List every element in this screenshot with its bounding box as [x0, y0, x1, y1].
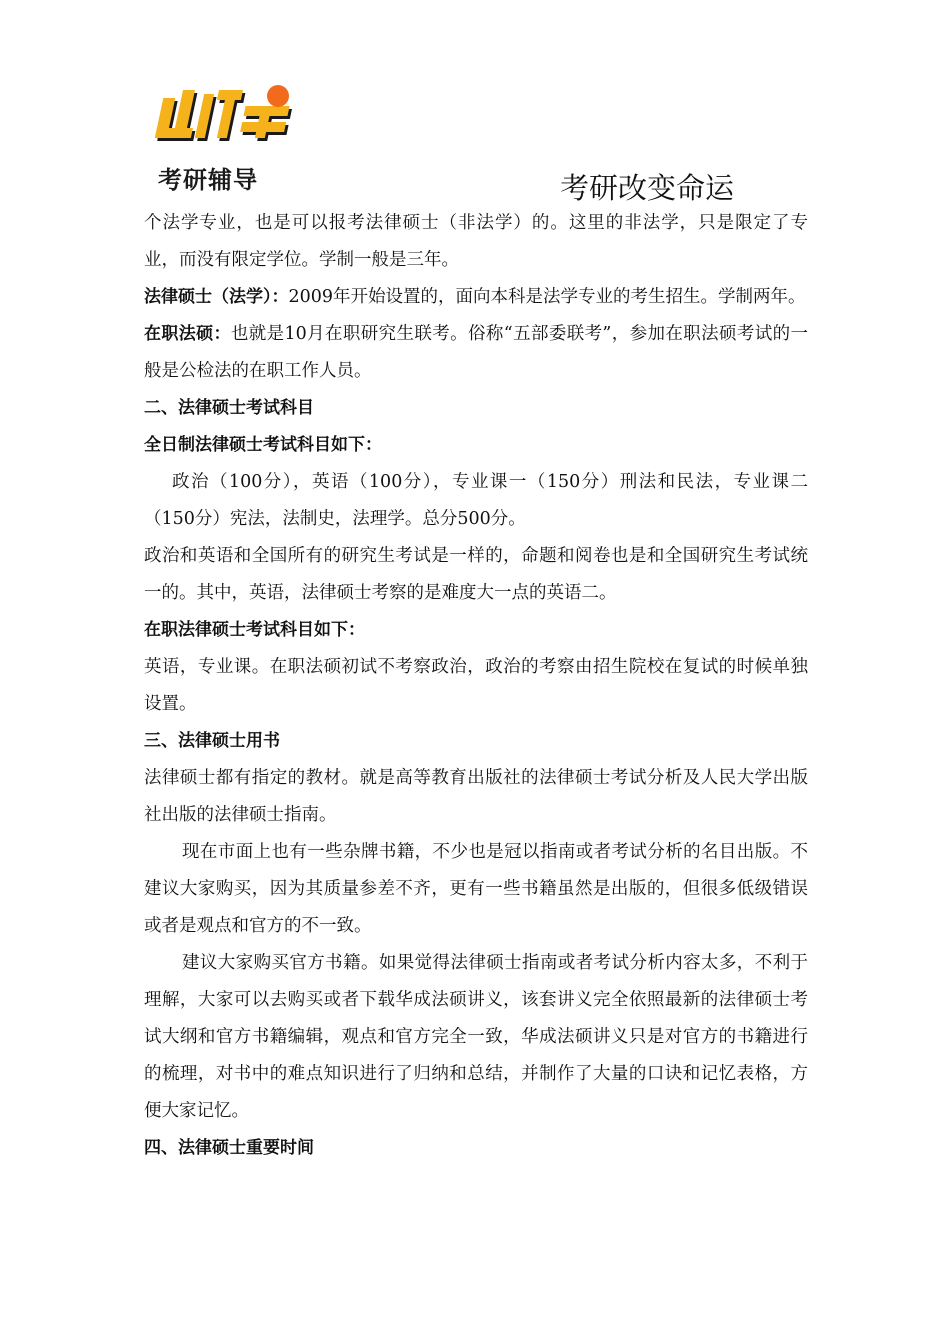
- paragraph-8: 现在市面上也有一些杂牌书籍，不少也是冠以指南或者考试分析的名目出版。不建议大家购买，因为其质量参差不齐，更有一些书籍虽然是出版的，但很多低级错误或者是观点和官方的不一致。: [144, 842, 808, 936]
- logo-orange-dot: [267, 85, 289, 107]
- paragraph-3-text: 也就是10月在职研究生联考。俗称“五部委联考”，参加在职法硕考试的一般是公检法的在职工作人员。: [144, 324, 808, 381]
- paragraph-2-label: 法律硕士（法学）：: [144, 287, 289, 307]
- paragraph-2-text: 2009年开始设置的，面向本科是法学专业的考生招生。学制两年。: [288, 287, 806, 307]
- paragraph-5: 政治和英语和全国所有的研究生考试是一样的，命题和阅卷也是和全国研究生考试统一的。其中，英语，法律硕士考察的是难度大一点的英语二。: [144, 546, 808, 603]
- document-body: [144, 205, 808, 1167]
- kaicheng-logo-mark: [150, 76, 300, 160]
- paragraph-7: 法律硕士都有指定的教材。就是高等教育出版社的法律硕士考试分析及人民大学出版社出版的法律硕士指南。: [144, 768, 808, 825]
- logo-subtitle: 考研辅导: [158, 166, 258, 194]
- subheading-fulltime-subjects: 全日制法律硕士考试科目如下：: [144, 435, 382, 455]
- section-heading-2: 二、法律硕士考试科目: [144, 398, 314, 418]
- paragraph-2: [144, 279, 808, 316]
- subheading-parttime-subjects: 在职法律硕士考试科目如下：: [144, 620, 365, 640]
- paragraph-3: [144, 316, 808, 390]
- slogan: 考研改变命运: [560, 171, 735, 205]
- section-heading-4: 四、法律硕士重要时间: [144, 1138, 314, 1158]
- paragraph-6: 英语，专业课。在职法硕初试不考察政治，政治的考察由招生院校在复试的时候单独设置。: [144, 657, 808, 714]
- paragraph-9: 建议大家购买官方书籍。如果觉得法律硕士指南或者考试分析内容太多，不利于理解，大家可以去购买或者下载华成法硕讲义，该套讲义完全依照最新的法律硕士考试大纲和官方书籍编辑，观点和官方完全一致，华成法硕讲义只是对官方的书籍进行的梳理，对书中的难点知识进行了归纳和总结，并制作了大量的口诀和记忆表格，方便大家记忆。: [144, 953, 808, 1121]
- paragraph-3-label: 在职法硕：: [144, 324, 231, 344]
- section-heading-3: 三、法律硕士用书: [144, 731, 280, 751]
- paragraph-4: 政治（100分），英语（100分），专业课一（150分）刑法和民法，专业课二（150分）宪法，法制史，法理学。总分500分。: [144, 472, 808, 529]
- paragraph-1: 个法学专业，也是可以报考法律硕士（非法学）的。这里的非法学，只是限定了专业，而没有限定学位。学制一般是三年。: [144, 213, 808, 270]
- kaicheng-logo: [150, 76, 300, 196]
